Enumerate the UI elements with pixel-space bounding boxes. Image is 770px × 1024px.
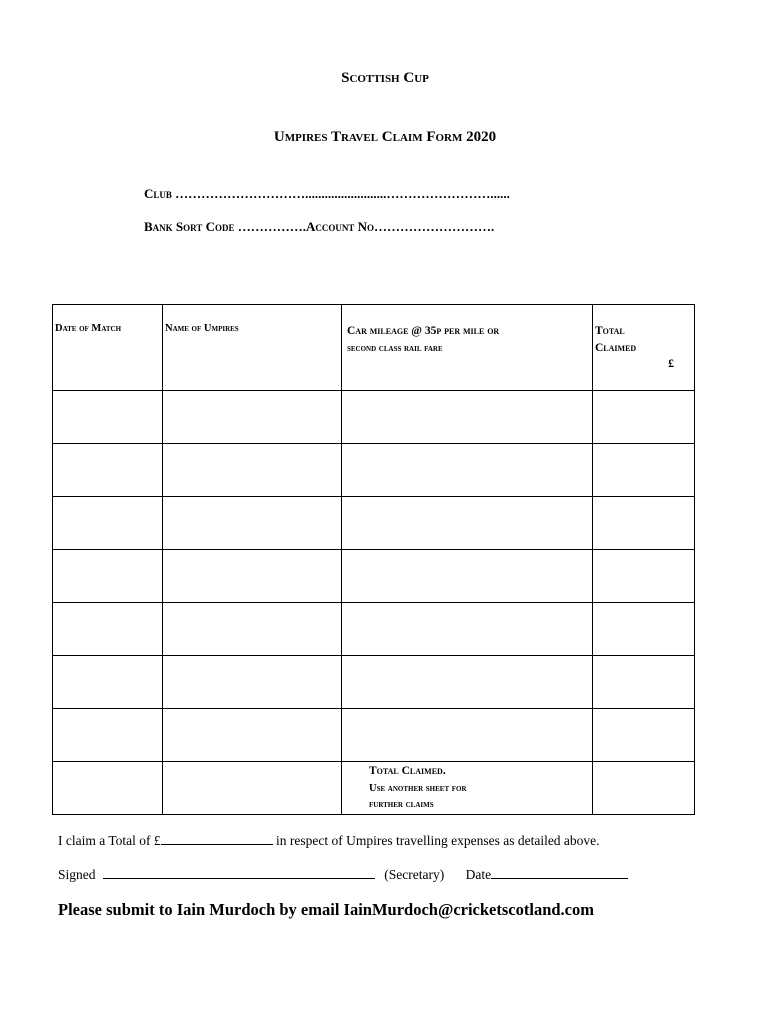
cell-date[interactable] — [53, 444, 163, 497]
total-label-line3: further claims — [369, 799, 434, 811]
cell-total[interactable] — [593, 391, 695, 444]
club-field-line[interactable]: Club ………………………….........................……………………...... — [144, 186, 510, 201]
cell-umpires — [163, 762, 342, 815]
table-row — [53, 391, 695, 444]
date-label: Date — [465, 867, 492, 882]
header-total-line2: Claimed — [595, 341, 637, 354]
form-title: Scottish Cup — [341, 70, 429, 86]
table-row — [53, 550, 695, 603]
cell-total[interactable] — [593, 497, 695, 550]
signature-line — [58, 866, 628, 883]
date-blank[interactable] — [491, 866, 628, 879]
claims-table — [52, 304, 695, 815]
cell-date[interactable] — [53, 603, 163, 656]
total-row — [53, 762, 695, 815]
cell-mileage[interactable] — [342, 391, 593, 444]
header-car-mileage — [342, 305, 593, 391]
cell-umpires[interactable] — [163, 709, 342, 762]
header-car-mileage-line1: Car mileage @ 35p per mile or — [347, 325, 500, 337]
table-row — [53, 603, 695, 656]
header-car-mileage-line2: second class rail fare — [347, 343, 443, 355]
cell-total[interactable] — [593, 444, 695, 497]
header-total-claimed — [593, 305, 695, 391]
header-total-line1: Total — [595, 325, 625, 337]
form-subtitle: Umpires Travel Claim Form 2020 — [273, 129, 497, 145]
table-row — [53, 709, 695, 762]
header-pound-sign: £ — [668, 358, 674, 371]
bank-details-line[interactable]: Bank Sort Code …………….Account No………………………. — [144, 219, 495, 234]
cell-date[interactable] — [53, 497, 163, 550]
claim-amount-blank[interactable] — [161, 832, 273, 845]
total-label-line1: Total Claimed. — [369, 765, 446, 777]
cell-date[interactable] — [53, 391, 163, 444]
cell-umpires[interactable] — [163, 497, 342, 550]
cell-umpires[interactable] — [163, 656, 342, 709]
cell-umpires[interactable] — [163, 444, 342, 497]
table-row — [53, 656, 695, 709]
cell-total[interactable] — [593, 656, 695, 709]
cell-mileage[interactable] — [342, 550, 593, 603]
cell-mileage[interactable] — [342, 497, 593, 550]
cell-date[interactable] — [53, 550, 163, 603]
signature-blank[interactable] — [103, 866, 375, 879]
cell-total[interactable] — [593, 603, 695, 656]
cell-mileage[interactable] — [342, 656, 593, 709]
cell-mileage[interactable] — [342, 709, 593, 762]
cell-date[interactable] — [53, 709, 163, 762]
claim-text-post: in respect of Umpires travelling expenses as detailed above. — [276, 833, 600, 848]
submit-instructions: Please submit to Iain Murdoch by email IainMurdoch@cricketscotland.com — [58, 900, 594, 919]
cell-umpires[interactable] — [163, 603, 342, 656]
cell-umpires[interactable] — [163, 550, 342, 603]
cell-umpires[interactable] — [163, 391, 342, 444]
total-claimed-label — [342, 762, 593, 815]
cell-mileage[interactable] — [342, 444, 593, 497]
table-row — [53, 444, 695, 497]
cell-date — [53, 762, 163, 815]
cell-mileage[interactable] — [342, 603, 593, 656]
cell-total[interactable] — [593, 550, 695, 603]
grand-total-cell[interactable] — [593, 762, 695, 815]
header-name-of-umpires: Name of Umpires — [163, 305, 342, 391]
claim-statement — [58, 832, 600, 849]
total-label-line2: Use another sheet for — [369, 782, 467, 794]
header-date-of-match: Date of Match — [53, 305, 163, 391]
table-header-row — [53, 305, 695, 391]
secretary-label: (Secretary) — [384, 867, 445, 882]
cell-date[interactable] — [53, 656, 163, 709]
signed-label: Signed — [58, 867, 96, 882]
claim-text-pre: I claim a Total of £ — [58, 833, 161, 848]
cell-total[interactable] — [593, 709, 695, 762]
table-row — [53, 497, 695, 550]
